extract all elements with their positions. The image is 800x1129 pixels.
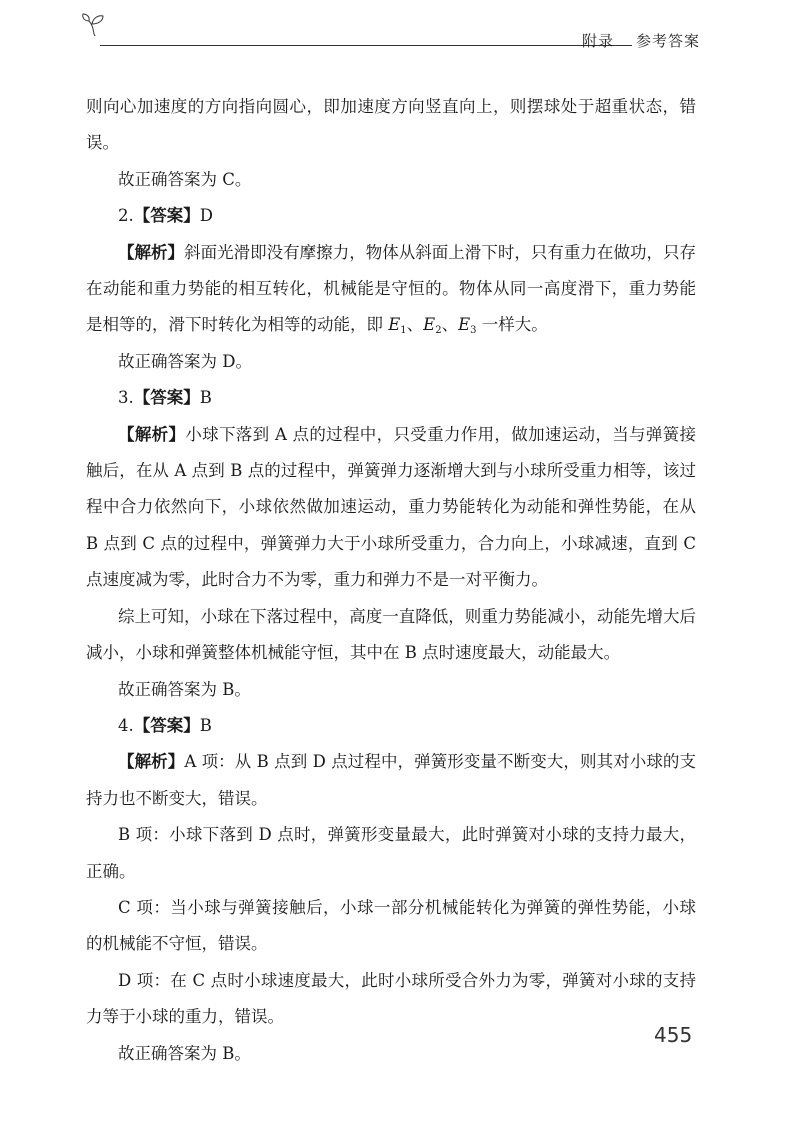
q4-conclusion: 故正确答案为 B。 — [118, 1043, 251, 1063]
q2-e2-sub: 2 — [435, 325, 442, 337]
page-number: 455 — [654, 1023, 693, 1047]
q2-answer-tag: 【答案】 — [133, 206, 200, 226]
sprout-leaf-icon — [80, 12, 108, 36]
q2-e1-sub: 1 — [400, 325, 407, 337]
q3-analysis-tag: 【解析】 — [118, 424, 186, 444]
q2-analysis-text: 斜面光滑即没有摩擦力，物体从斜面上滑下时，只有重力在做功，只存在动能和重力势能的相互转化，机械能是守恒的。物体从同一高度滑下，重力势能是相等的，滑下时转化为相等的动能，即 — [86, 242, 697, 335]
q2-e3: E — [458, 315, 471, 335]
q2-e1: E — [388, 315, 401, 335]
intro-conclusion: 故正确答案为 C。 — [118, 169, 252, 189]
header-appendix-label: 附录 — [581, 32, 614, 50]
q3-answer — [86, 380, 696, 416]
q4-analysis-tag: 【解析】 — [118, 752, 185, 772]
q2-answer — [86, 198, 696, 234]
q2-number: 2. — [118, 206, 134, 226]
header-answers-label: 参考答案 — [635, 32, 700, 50]
header-section-title — [582, 30, 700, 51]
q4-option-d: D 项：在 C 点时小球速度最大，此时小球所受合外力为零，弹簧对小球的支持力等于小球的重力，错误。 — [86, 970, 696, 1027]
q4-answer-value: B — [199, 715, 212, 735]
q3-answer-value: B — [199, 388, 212, 408]
q3-analysis-text: 小球下落到 A 点的过程中，只受重力作用，做加速运动，当与弹簧接触后，在从 A 点到 B 点的过程中，弹簧弹力逐渐增大到与小球所受重力相等，该过程中合力依然向下，小球依然做加速运动，重力势能转化为动能和弹性势能，在从 B 点到 C 点的过程中，弹簧弹力大于小球所受重力，合力向上，小球减速，直到 C 点速度减为零，此时合力不为零，重力和弹力不是一对平衡力。 — [86, 424, 697, 590]
q2-e3-sub: 3 — [470, 325, 477, 337]
q3-conclusion: 故正确答案为 B。 — [118, 679, 251, 699]
q4-option-a — [86, 744, 696, 817]
q2-conclusion: 故正确答案为 D。 — [118, 351, 252, 371]
q4-number: 4. — [118, 715, 134, 735]
q4-option-b: B 项：小球下落到 D 点时，弹簧形变量最大，此时弹簧对小球的支持力最大，正确。 — [86, 825, 696, 881]
q3-summary: 综上可知，小球在下落过程中，高度一直降低，则重力势能减小，动能先增大后减小，小球和弹簧整体机械能守恒，其中在 B 点时速度最大，动能最大。 — [86, 606, 696, 663]
q2-analysis-tag: 【解析】 — [118, 242, 185, 262]
q3-number: 3. — [118, 388, 134, 408]
q4-option-a-text: A 项：从 B 点到 D 点过程中，弹簧形变量不断变大，则其对小球的支持力也不断变大，错误。 — [86, 752, 696, 808]
q2-analysis — [86, 235, 696, 344]
q3-answer-tag: 【答案】 — [133, 388, 200, 408]
q2-analysis-tail: 一样大。 — [476, 315, 548, 335]
header-rule — [100, 45, 632, 46]
q2-e2: E — [423, 315, 436, 335]
q4-answer-tag: 【答案】 — [133, 715, 200, 735]
intro-line: 则向心加速度的方向指向圆心，即加速度方向竖直向上，则摆球处于超重状态，错误。 — [86, 97, 696, 153]
page-header — [80, 8, 700, 48]
q2-sep2: 、 — [441, 315, 459, 335]
q2-answer-value: D — [199, 206, 213, 226]
answer-content — [86, 89, 696, 1072]
q3-analysis — [86, 417, 696, 599]
q4-answer — [86, 708, 696, 744]
q4-option-c: C 项：当小球与弹簧接触后，小球一部分机械能转化为弹簧的弹性势能，小球的机械能不守恒，错误。 — [86, 897, 696, 954]
q2-sep1: 、 — [406, 315, 424, 335]
